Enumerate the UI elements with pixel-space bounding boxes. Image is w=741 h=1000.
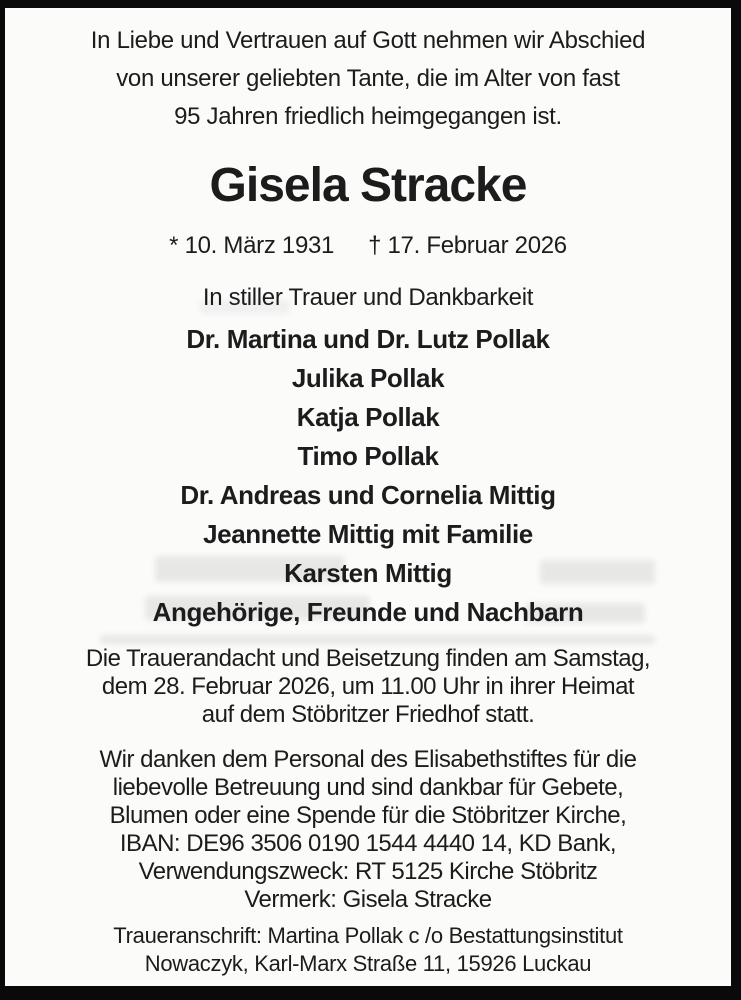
postal-address (5, 922, 731, 978)
life-dates (5, 232, 731, 260)
mourner-name: Julika Pollak (291, 363, 445, 393)
birth-date: * 10. März 1931 (169, 232, 335, 259)
postal-address-line: Nowaczyk, Karl-Marx Straße 11, 15926 Luckau (144, 951, 592, 976)
donation-note-line: Vermerk: Gisela Stracke (244, 886, 492, 913)
intro-text (5, 22, 731, 136)
thanks-line: Blumen oder eine Spende für die Stöbritzer Kirche, (109, 802, 627, 829)
mourning-heading: In stiller Trauer und Dankbarkeit (202, 284, 534, 311)
intro-line: 95 Jahren friedlich heimgegangen ist. (174, 103, 562, 130)
donation-iban-line: IBAN: DE96 3506 0190 1544 4440 14, KD Bank, (119, 830, 617, 857)
mourner-name: Dr. Andreas und Cornelia Mittig (180, 480, 556, 510)
mourner-name: Jeannette Mittig mit Familie (203, 519, 533, 549)
donation-reference-line: Verwendungszweck: RT 5125 Kirche Stöbritz (138, 858, 598, 885)
service-info-line: dem 28. Februar 2026, um 11.00 Uhr in ihrer Heimat (101, 673, 635, 700)
mourner-name: Timo Pollak (297, 441, 439, 471)
obituary-content (5, 8, 731, 978)
mourner-name: Katja Pollak (296, 402, 440, 432)
service-info-line: Die Trauerandacht und Beisetzung finden am Samstag, (85, 645, 651, 672)
thanks-line: liebevolle Betreuung und sind dankbar für Gebete, (112, 774, 624, 801)
thanks-and-donation-info (5, 746, 731, 914)
intro-line: von unserer geliebten Tante, die im Alter von fast (116, 65, 620, 92)
service-info (5, 645, 731, 729)
death-date: † 17. Februar 2026 (368, 232, 567, 259)
mourner-name: Karsten Mittig (284, 558, 452, 588)
deceased-name: Gisela Stracke (209, 159, 527, 212)
postal-address-line: Traueranschrift: Martina Pollak c /o Bestattungsinstitut (113, 923, 623, 948)
mourner-name: Angehörige, Freunde und Nachbarn (152, 597, 584, 627)
service-info-line: auf dem Stöbritzer Friedhof statt. (201, 701, 535, 728)
intro-line: In Liebe und Vertrauen auf Gott nehmen wir Abschied (90, 27, 646, 54)
mourners-list (5, 320, 731, 632)
mourner-name: Dr. Martina und Dr. Lutz Pollak (186, 324, 550, 354)
thanks-line: Wir danken dem Personal des Elisabethstiftes für die (99, 746, 637, 773)
